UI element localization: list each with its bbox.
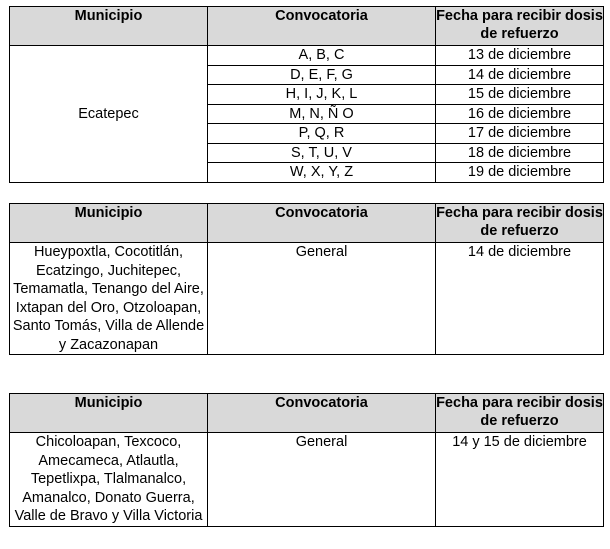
fecha-cell: 19 de diciembre xyxy=(436,163,604,183)
fecha-cell: 16 de diciembre xyxy=(436,104,604,124)
header-municipio: Municipio xyxy=(10,394,208,433)
vaccination-table-ecatepec xyxy=(9,6,604,183)
header-municipio: Municipio xyxy=(10,7,208,46)
municipio-cell xyxy=(10,433,208,527)
fecha-cell: 17 de diciembre xyxy=(436,124,604,144)
convocatoria-cell: D, E, F, G xyxy=(208,65,436,85)
municipio-cell xyxy=(10,243,208,355)
header-convocatoria: Convocatoria xyxy=(208,204,436,243)
municipio-list: Chicoloapan, Texcoco, Amecameca, Atlautla, Tepetlixpa, Tlalmanalco, Amanalco, Donato Guerra, Valle de Bravo y Villa Victoria xyxy=(14,434,203,524)
header-convocatoria: Convocatoria xyxy=(208,394,436,433)
header-row xyxy=(10,7,604,46)
convocatoria-cell: S, T, U, V xyxy=(208,143,436,163)
table-row xyxy=(10,46,604,66)
convocatoria-cell: General xyxy=(208,433,436,527)
municipio-cell: Ecatepec xyxy=(10,46,208,183)
header-convocatoria: Convocatoria xyxy=(208,7,436,46)
fecha-cell: 14 y 15 de diciembre xyxy=(436,433,604,527)
convocatoria-cell: General xyxy=(208,243,436,355)
header-fecha: Fecha para recibir dosis de refuerzo xyxy=(436,7,604,46)
convocatoria-cell: P, Q, R xyxy=(208,124,436,144)
header-fecha: Fecha para recibir dosis de refuerzo xyxy=(436,394,604,433)
vaccination-table-general-2 xyxy=(9,393,604,527)
municipio-list: Hueypoxtla, Cocotitlán, Ecatzingo, Juchitepec, Temamatla, Tenango del Aire, Ixtapan del Oro, Otzoloapan, Santo Tomás, Villa de Allende y Zacazonapan xyxy=(12,244,205,353)
convocatoria-cell: A, B, C xyxy=(208,46,436,66)
fecha-cell: 15 de diciembre xyxy=(436,85,604,105)
vaccination-table-general-1 xyxy=(9,203,604,355)
convocatoria-cell: H, I, J, K, L xyxy=(208,85,436,105)
table-row xyxy=(10,243,604,355)
convocatoria-cell: M, N, Ñ O xyxy=(208,104,436,124)
fecha-cell: 14 de diciembre xyxy=(436,243,604,355)
fecha-cell: 18 de diciembre xyxy=(436,143,604,163)
fecha-cell: 14 de diciembre xyxy=(436,65,604,85)
header-municipio: Municipio xyxy=(10,204,208,243)
header-row xyxy=(10,204,604,243)
fecha-cell: 13 de diciembre xyxy=(436,46,604,66)
header-row xyxy=(10,394,604,433)
table-row xyxy=(10,433,604,527)
header-fecha: Fecha para recibir dosis de refuerzo xyxy=(436,204,604,243)
convocatoria-cell: W, X, Y, Z xyxy=(208,163,436,183)
